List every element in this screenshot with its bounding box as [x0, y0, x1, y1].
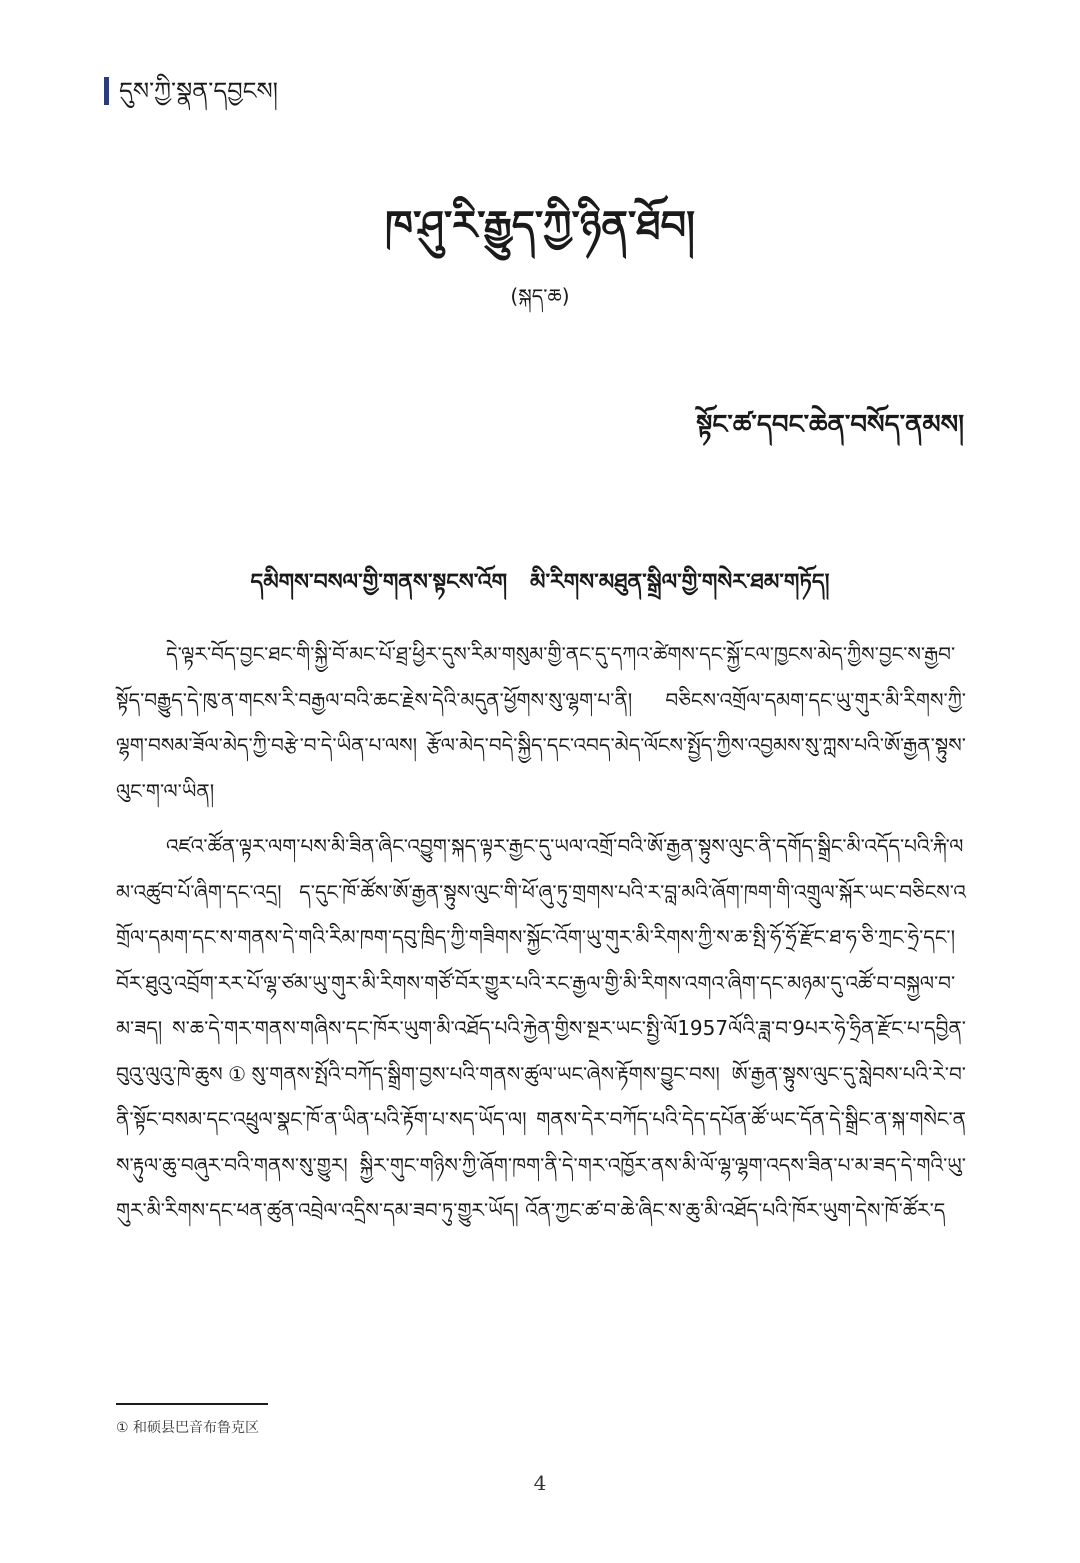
section-marker [104, 76, 278, 106]
article-body [116, 632, 966, 1244]
paragraph: འཛའ་ཚོན་ལྟར་ལག་པས་མི་ཟིན་ཞིང་འབྱུག་སྐད་ལྟར་རྒྱང་དུ་ཡལ་འགྲོ་བའི་ཨོ་རྒྱན་སྟུས་ལུང་ནི་དགོད་སྒྲིང་མི་འདོད་པའི་རྐི་ལམ་འཚུབ་པོ་ཞིག་དང་འདྲ། ད་དུང་ཁོ་ཚོས་ཨོ་རྒྱན་སྟུས་ལུང་གི་ཕོ་ཞུ་ཏུ་གྲགས་པའི་ར་བླ་མའི་ཞོག་ཁག་གི་འགྲུལ་སྐོར་ཡང་བཅིངས་འགྲོལ་དམག་དང་ས་གནས་དེ་གའི་རིམ་ཁག་དབུ་ཁྲིད་ཀྱི་གཟིགས་སྐྱོང་འོག་ཡུ་གུར་མི་རིགས་ཀྱི་ས་ཆ་སྤི་ཧོ་ཧྲོ་རྫོང་ཐ་ཧ་ཅི་ཀྲང་ཧྲེ་དང་། བོར་ཐུའུ་འབྲོག་རར་པོ་ལྷ་ཙམ་ཡུ་གུར་མི་རིགས་གཙོ་བོར་གྱུར་པའི་རང་རྒྱལ་གྱི་མི་རིགས་འགའ་ཞིག་དང་མཉམ་དུ་འཚོ་བ་བསྐྱལ་བ་མ་ཟད། ས་ཆ་དེ་གར་གནས་གཞིས་དང་ཁོར་ཡུག་མི་འཐོད་པའི་རྐྱེན་གྱིས་སྔར་ཡང་སྤྱི་ལོ1957ལོའི་ཟླ་བ་9པར་ཧེ་ཧྲིན་རྫོང་པ་དབྱིན་བུའུ་ལུའུ་ཁེ་ཆུས①སུ་གནས་སྤོའི་བཀོད་སྒྲིག་བྱས་པའི་གནས་ཚུལ་ཡང་ཞེས་རྟོགས་བྱུང་བས། ཨོ་རྒྱན་སྟུས་ལུང་དུ་སླེབས་པའི་རེ་བ་ནི་སྟོང་བསམ་དང་འཕྲུལ་སྣང་ཁོ་ན་ཡིན་པའི་རྟོག་པ་སད་ཡོད་ལ། གནས་དེར་བཀོད་པའི་དེད་དཔོན་ཚོ་ཡང་དོན་དེ་སྒྲིང་ན་སྐ་གསེང་ནས་རྟུལ་ཆུ་བཞུར་བའི་གནས་སུ་གྱུར། སྐྱིར་གུང་གཉིས་ཀྱི་ཞོག་ཁག་ནི་དེ་གར་འཁྱོར་ནས་མི་ལོ་ལྷ་ལྷག་འདས་ཟིན་པ་མ་ཟད་དེ་གའི་ཡུ་གུར་མི་རིགས་དང་ཕན་ཚུན་འབྲེལ་འདྲིས་དམ་ཟབ་ཏུ་གྱུར་ཡོད། འོན་ཀྱང་ཚ་བ་ཆེ་ཞིང་ས་ཆུ་མི་འཐོད་པའི་ཁོར་ཡུག་དེས་ཁོ་ཚོར་ད [116, 834, 966, 1222]
footnote-divider [116, 1403, 268, 1405]
page-number: 4 [533, 1471, 547, 1495]
footnote: ① 和硕县巴音布鲁克区 [116, 1420, 260, 1436]
article-title: ཁ་ཤུ་རི་རྒྱུད་ཀྱི་ཉིན་ཐོབ། [384, 203, 696, 249]
article-subtitle: (སྐད་ཆ) [510, 284, 570, 308]
article-author: སྟོང་ཚ་དབང་ཆེན་བསོད་ནམས། [696, 410, 964, 440]
paragraph: དེ་ལྟར་བོད་བྱང་ཐང་གི་སྐྱི་བོ་མང་པོ་ཐྲ་ཕྱིར་དུས་རིམ་གསུམ་གྱི་ནང་དུ་དཀའ་ཚེགས་དང་སྐྱོ་ངལ་ཁྱངས་མེད་ཀྱིས་བྱང་ས་རྒྱབ་སྟོད་བརྒྱུད་དེ་ཁུ་ན་གངས་རི་བརྒྱལ་བའི་ཆང་རྗེས་དེའི་མདུན་ཕྱོགས་སུ་ལྷག་པ་ནི། བཅིངས་འགྲོལ་དམག་དང་ཡུ་གུར་མི་རིགས་ཀྱི་ལྷག་བསམ་ཟོལ་མེད་ཀྱི་བརྩེ་བ་དེ་ཡིན་པ་ལས། རྩོལ་མེད་བདེ་སྐྱིད་དང་འབད་མེད་ལོངས་སྤྱོད་ཀྱིས་འབྱམས་སུ་ཀླས་པའི་ཨོ་རྒྱན་སྟུས་ལུང་ག་ལ་ཡིན། [116, 642, 966, 803]
section-bar [104, 77, 109, 105]
section-label: དུས་ཀྱི་སྣན་དབྱངས། [119, 77, 278, 105]
section-heading: དམིགས་བསལ་གྱི་གནས་སྟངས་འོག མི་རིགས་མཐུན་སྒྲིལ་གྱི་གསེར་ཐམ་གཏོད། [250, 570, 830, 595]
